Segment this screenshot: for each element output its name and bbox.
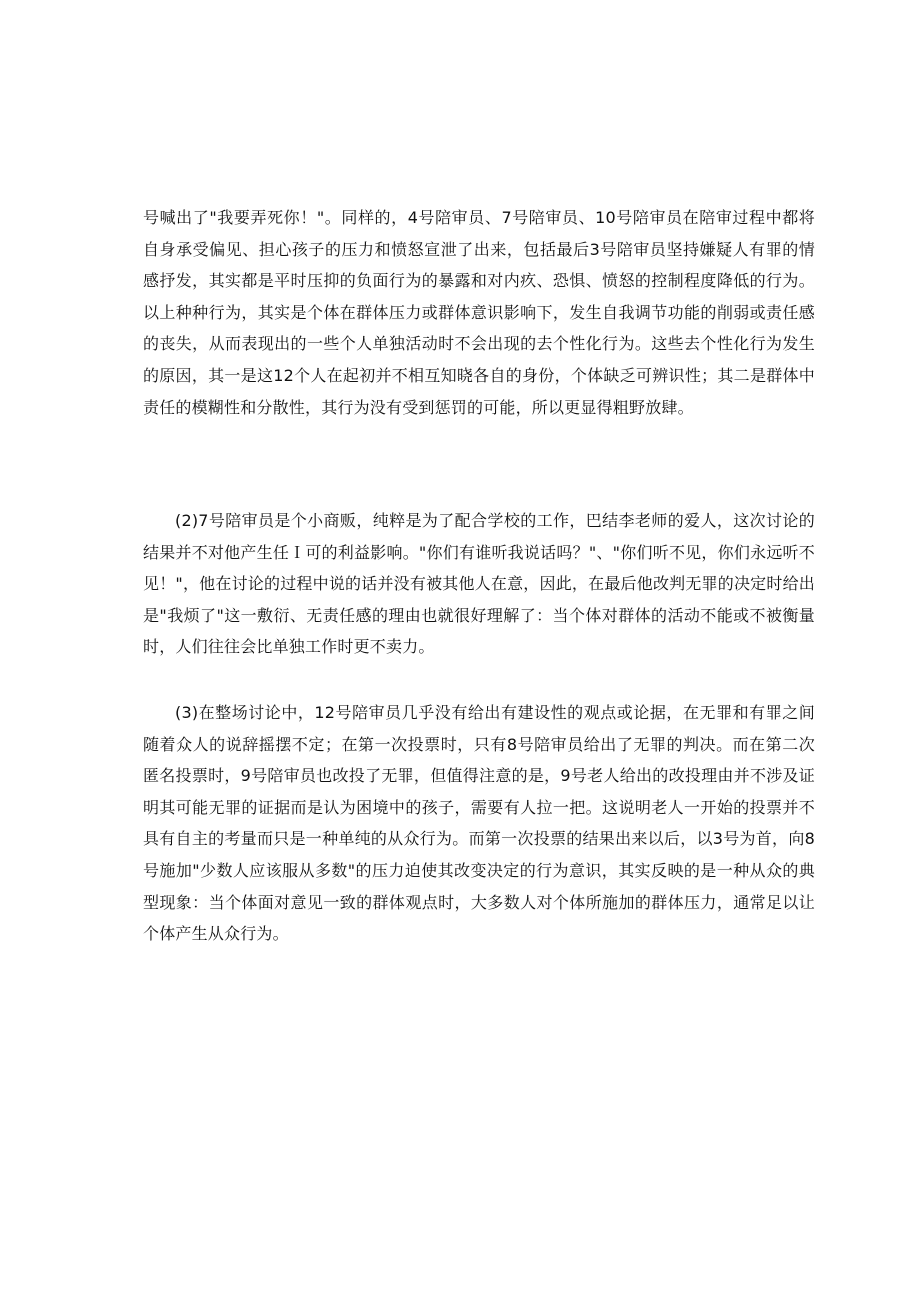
paragraph-deindividuation: 号喊出了"我要弄死你！"。同样的，4号陪审员、7号陪审员、10号陪审员在陪审过程中都将自身承受偏见、担心孩子的压力和愤怒宣泄了出来，包括最后3号陪审员坚持嫌疑人有罪的情感抒发，其实都是平时压抑的负面行为的暴露和对内疚、恐惧、愤怒的控制程度降低的行为。以上种种行为，其实是个体在群体压力或群体意识影响下，发生自我调节功能的削弱或责任感的丧失，从而表现出的一些个人单独活动时不会出现的去个性化行为。这些去个性化行为发生的原因，其一是这12个人在起初并不相互知晓各自的身份，个体缺乏可辨识性；其二是群体中责任的模糊性和分散性，其行为没有受到惩罚的可能，所以更显得粗野放肆。 xyxy=(143,208,815,417)
paragraph-social-loafing: (2)7号陪审员是个小商贩，纯粹是为了配合学校的工作，巴结李老师的爱人，这次讨论的结果并不对他产生任Ｉ可的利益影响。"你们有谁听我说话吗？"、"你们听不见，你们永远听不见！"，他在讨论的过程中说的话并没有被其他人在意，因此，在最后他改判无罪的决定时给出是"我烦了"这一敷衍、无责任感的理由也就很好理解了：当个体对群体的活动不能或不被衡量时，人们往往会比单独工作时更不卖力。 xyxy=(143,511,815,657)
paragraph-conformity: (3)在整场讨论中，12号陪审员几乎没有给出有建设性的观点或论据，在无罪和有罪之间随着众人的说辞摇摆不定；在第一次投票时，只有8号陪审员给出了无罪的判决。而在第二次匿名投票时，9号陪审员也改投了无罪，但值得注意的是，9号老人给出的改投理由并不涉及证明其可能无罪的证据而是认为困境中的孩子，需要有人拉一把。这说明老人一开始的投票并不具有自主的考量而只是一种单纯的从众行为。而第一次投票的结果出来以后，以3号为首，向8号施加"少数人应该服从多数"的压力迫使其改变决定的行为意识，其实反映的是一种从众的典型现象：当个体面对意见一致的群体观点时，大多数人对个体所施加的群体压力，通常足以让个体产生从众行为。 xyxy=(143,703,815,944)
